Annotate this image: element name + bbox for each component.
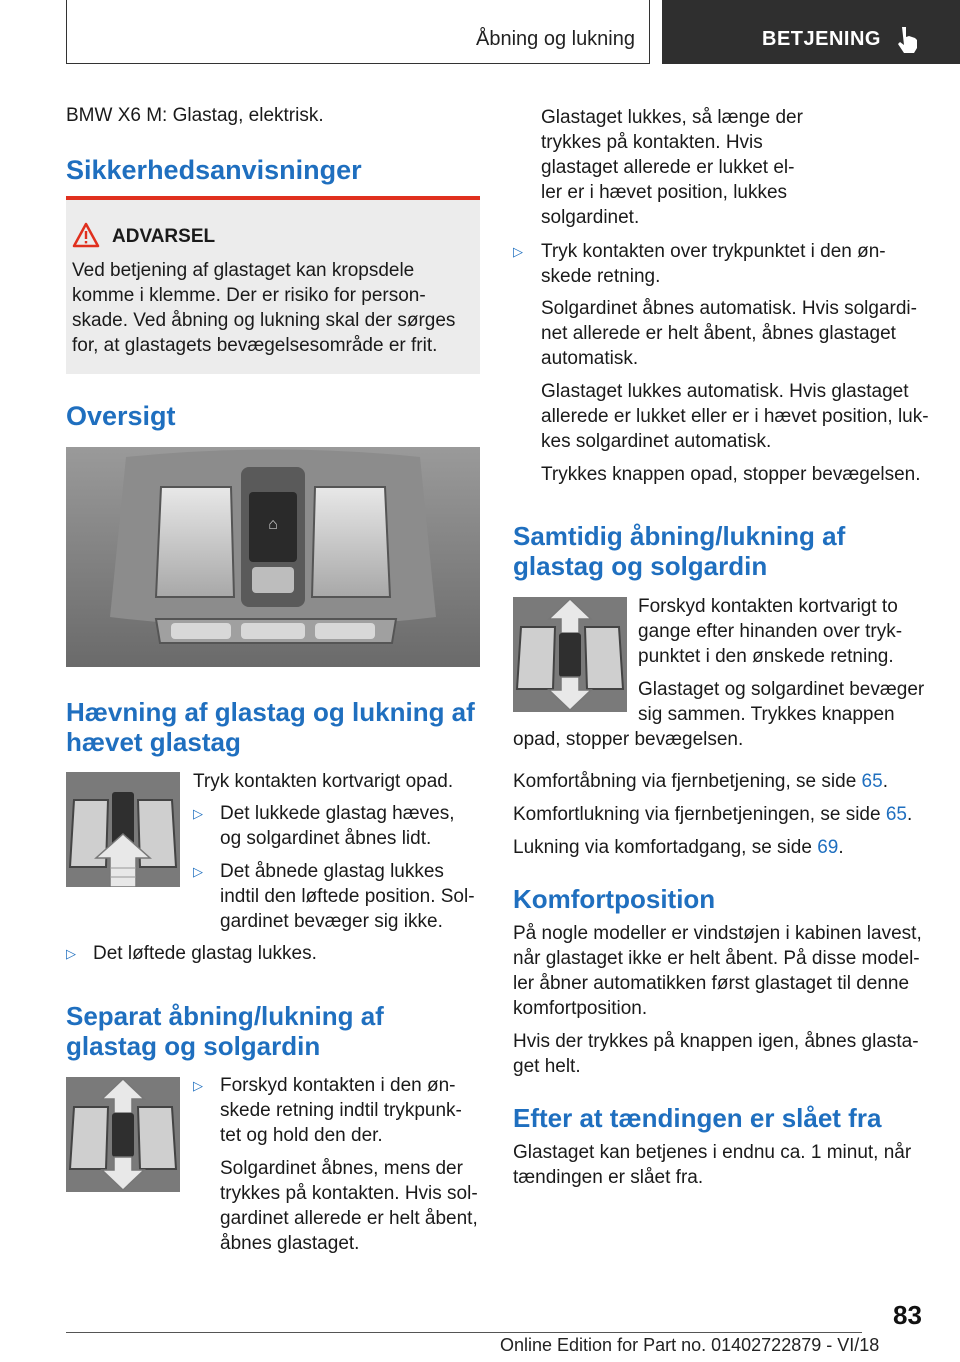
body-text: Hvis der trykkes på knappen igen, åbnes glasta- — [513, 1031, 919, 1052]
bullet-text: skede retning. — [541, 266, 661, 287]
body-text: Glastaget kan betjenes i endnu ca. 1 minut, når — [513, 1142, 912, 1163]
intro-text: BMW X6 M: Glastag, elektrisk. — [66, 105, 324, 126]
body-text: når glastaget ikke er helt åbent. På disse model- — [513, 948, 920, 969]
bullet-text: Det løftede glastag lukkes. — [93, 943, 317, 964]
body-text: Forskyd kontakten kortvarigt to — [638, 596, 898, 617]
body-text: Trykkes knappen opad, stopper bevægelsen. — [541, 464, 921, 485]
bullet-text: Det lukkede glastag hæves, — [220, 803, 455, 824]
comfort-open-text: Komfortåbning via fjernbetjening, se side 65. — [513, 771, 888, 792]
comfort-close-text: Komfortlukning via fjernbetjeningen, se side 65. — [513, 804, 913, 825]
body-text: trykkes på kontakten. Hvis — [541, 132, 763, 153]
heading-separate-line2: glastag og solgardin — [66, 1031, 321, 1061]
warning-line: Ved betjening af glastaget kan kropsdele — [72, 260, 415, 281]
switch-updown-image — [513, 597, 627, 712]
bullet-triangle-icon: ▷ — [193, 806, 203, 821]
body-text: Solgardinet åbnes automatisk. Hvis solgardi- — [541, 298, 917, 319]
body-text: Glastaget og solgardinet bevæger — [638, 679, 925, 700]
switch-updown-image — [66, 1077, 180, 1192]
bullet-text: gardinet bevæger sig ikke. — [220, 911, 443, 932]
warning-triangle-icon — [72, 222, 100, 248]
page-link[interactable]: 69 — [817, 837, 839, 858]
page-number: 83 — [893, 1300, 922, 1330]
body-text: opad, stopper bevægelsen. — [513, 729, 744, 750]
body-text: ler åbner automatikken først glastaget til denne — [513, 973, 910, 994]
bullet-triangle-icon: ▷ — [193, 864, 203, 879]
page-link[interactable]: 65 — [885, 804, 907, 825]
hand-pointer-icon — [893, 24, 923, 54]
overhead-console-image — [66, 447, 480, 667]
bullet-text: Forskyd kontakten i den øn- — [220, 1075, 456, 1096]
body-text: solgardinet. — [541, 207, 640, 228]
heading-safety: Sikkerhedsanvisninger — [66, 155, 362, 185]
body-text: allerede er lukket eller er i hævet position, luk- — [541, 406, 929, 427]
page-link[interactable]: 65 — [861, 771, 883, 792]
raise-intro: Tryk kontakten kortvarigt opad. — [193, 771, 454, 792]
body-text: Glastaget lukkes, så længe der — [541, 107, 803, 128]
body-text: gardinet allerede er helt åbent, — [220, 1208, 478, 1229]
body-text: gange efter hinanden over tryk- — [638, 621, 903, 642]
body-text: Solgardinet åbnes, mens der — [220, 1158, 463, 1179]
bullet-text: Det åbnede glastag lukkes — [220, 861, 444, 882]
body-text: kes solgardinet automatisk. — [541, 431, 772, 452]
heading-comfort-position: Komfortposition — [513, 884, 716, 914]
footer-edition: Online Edition for Part no. 01402722879 - VI/18 — [500, 1335, 880, 1355]
bullet-text: Tryk kontakten over trykpunktet i den øn- — [541, 241, 886, 262]
body-text: tændingen er slået fra. — [513, 1167, 704, 1188]
body-text: Glastaget lukkes automatisk. Hvis glastaget — [541, 381, 909, 402]
svg-text:⌂: ⌂ — [268, 516, 278, 533]
bullet-text: indtil den løftede position. Sol- — [220, 886, 475, 907]
section-title: Åbning og lukning — [475, 28, 635, 50]
body-text: automatisk. — [541, 348, 639, 369]
comfort-access-text: Lukning via komfortadgang, se side 69. — [513, 837, 844, 858]
body-text: komfortposition. — [513, 998, 648, 1019]
warning-title: ADVARSEL — [112, 226, 216, 247]
warning-line: komme i klemme. Der er risiko for person- — [72, 285, 426, 306]
body-text: trykkes på kontakten. Hvis sol- — [220, 1183, 478, 1204]
body-text: get helt. — [513, 1056, 581, 1077]
heading-separate-line1: Separat åbning/lukning af — [66, 1001, 384, 1031]
body-text: punktet i den ønskede retning. — [638, 646, 894, 667]
chapter-tab-label: BETJENING — [762, 28, 881, 50]
warning-line: for, at glastagets bevægelsesområde er frit. — [72, 335, 438, 356]
heading-simultaneous-line2: glastag og solgardin — [513, 551, 768, 581]
bullet-triangle-icon: ▷ — [193, 1078, 203, 1093]
heading-ignition-off: Efter at tændingen er slået fra — [513, 1103, 882, 1133]
bullet-triangle-icon: ▷ — [66, 946, 76, 961]
body-text: glastaget allerede er lukket el- — [541, 157, 795, 178]
body-text: På nogle modeller er vindstøjen i kabinen lavest, — [513, 923, 922, 944]
heading-raise-line2: hævet glastag — [66, 727, 241, 757]
footer-divider — [66, 1332, 862, 1333]
heading-overview: Oversigt — [66, 401, 176, 431]
heading-simultaneous-line1: Samtidig åbning/lukning af — [513, 521, 846, 551]
body-text: sig sammen. Trykkes knappen — [638, 704, 895, 725]
warning-line: skade. Ved åbning og lukning skal der sørges — [72, 310, 456, 331]
body-text: net allerede er helt åbent, åbnes glastaget — [541, 323, 896, 344]
bullet-text: og solgardinet åbnes lidt. — [220, 828, 432, 849]
heading-raise-line1: Hævning af glastag og lukning af — [66, 697, 475, 727]
bullet-text: skede retning indtil trykpunk- — [220, 1100, 462, 1121]
body-text: åbnes glastaget. — [220, 1233, 360, 1254]
body-text: ler er i hævet position, lukkes — [541, 182, 788, 203]
switch-up-image — [66, 772, 180, 887]
bullet-text: tet og hold den der. — [220, 1125, 383, 1146]
bullet-triangle-icon: ▷ — [513, 244, 523, 259]
